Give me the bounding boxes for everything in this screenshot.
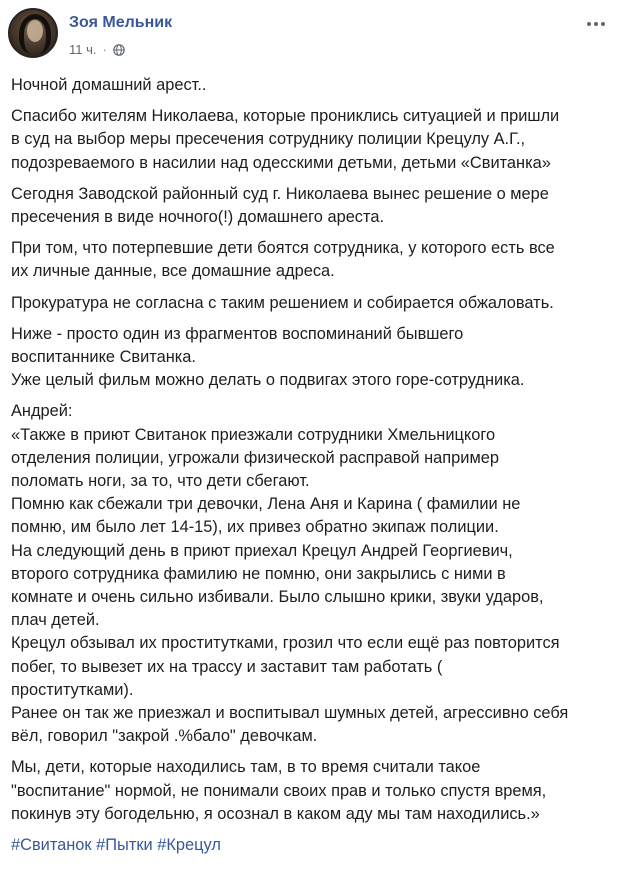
post-paragraph: [11, 105, 611, 175]
post-text-line: в суд на выбор меры пресечения сотруднику полиции Крецулу А.Г.,: [11, 130, 526, 149]
post-paragraph: [11, 292, 611, 315]
post-text-line: Сегодня Заводской районный суд г. Николаева вынес решение о мере: [11, 184, 549, 203]
post-text-line: Уже целый фильм можно делать о подвигах этого горе-сотрудника.: [11, 371, 525, 390]
post-paragraph: [11, 183, 611, 229]
post-text-line: Ранее он так же приезжал и воспитывал шумных детей, агрессивно себя: [11, 704, 569, 723]
post-paragraph: [11, 323, 611, 393]
post-text-line: поломать ноги, за то, что дети сбегают.: [11, 472, 310, 491]
post-text-line: Андрей:: [11, 402, 73, 421]
post-text-line: Крецул обзывал их проститутками, грозил что если ещё раз повторится: [11, 634, 560, 653]
post-text-line: Ночной домашний арест..: [11, 76, 207, 94]
post-paragraph: [11, 237, 611, 283]
hashtag-link[interactable]: #Крецул: [157, 836, 221, 855]
author-name[interactable]: Зоя Мельник: [69, 14, 173, 31]
post-text-line: Мы, дети, которые находились там, в то время считали такое: [11, 758, 481, 777]
post-text-line: На следующий день в приют приехал Крецул Андрей Георгиевич,: [11, 541, 513, 560]
post-text-line: Прокуратура не согласна с таким решением и собирается обжаловать.: [11, 293, 554, 312]
author-avatar[interactable]: [8, 8, 58, 58]
post-text-line: подозреваемого в насилии над одесскими детьми, детьми «Свитанка»: [11, 153, 551, 172]
post-text-line: "воспитание" нормой, не понимали своих прав и только спустя время,: [11, 781, 547, 800]
post-text-line: их личные данные, все домашние адреса.: [11, 262, 335, 281]
meta-separator: ·: [102, 42, 107, 57]
post-text-line: помню, им было лет 14-15), их привез обратно экипаж полиции.: [11, 518, 499, 537]
post-text-line: побег, то вывезет их на трассу и заставит там работать (: [11, 657, 443, 676]
post-text-line: покинув эту богодельню, я осознал в каком аду мы там находились.»: [11, 804, 540, 823]
hashtag-link[interactable]: #Свитанок: [11, 836, 92, 855]
post-text-line: Помню как сбежали три девочки, Лена Аня и Карина ( фамилии не: [11, 495, 521, 514]
post-text-line: Ниже - просто один из фрагментов воспоминаний бывшего: [11, 324, 464, 343]
post-paragraph: [11, 400, 611, 748]
hashtag-link[interactable]: #Пытки: [96, 836, 153, 855]
more-options-icon[interactable]: [584, 12, 608, 36]
post-text-line: комнате и очень сильно избивали. Было слышно крики, звуки ударов,: [11, 588, 544, 607]
globe-icon[interactable]: [113, 44, 125, 56]
post-timestamp[interactable]: 11 ч.: [69, 42, 97, 57]
post-text-line: плач детей.: [11, 611, 100, 630]
post-paragraph: [11, 756, 611, 826]
post-text-line: пресечения в виде ночного(!) домашнего ареста.: [11, 208, 384, 227]
avatar-face: [27, 20, 43, 42]
post-meta: [69, 42, 125, 57]
post-header: [8, 8, 614, 64]
post-text-line: Спасибо жителям Николаева, которые прониклись ситуацией и пришли: [11, 107, 560, 126]
hashtag-list: [11, 834, 611, 857]
post-text-line: воспитаннике Свитанка.: [11, 348, 196, 367]
post-body: [11, 74, 611, 857]
post-paragraph: [11, 74, 611, 97]
post-text-line: «Также в приют Свитанок приезжали сотрудники Хмельницкого: [11, 425, 496, 444]
post-text-line: вёл, говорил "закрой .%бало" девочкам.: [11, 727, 318, 746]
post-text-line: При том, что потерпевшие дети боятся сотрудника, у которого есть все: [11, 239, 555, 258]
post-text-line: второго сотрудника фамилию не помню, они закрылись с ними в: [11, 564, 506, 583]
post-text-line: проститутками).: [11, 680, 134, 699]
post-text-line: отделения полиции, угрожали физической расправой например: [11, 448, 499, 467]
